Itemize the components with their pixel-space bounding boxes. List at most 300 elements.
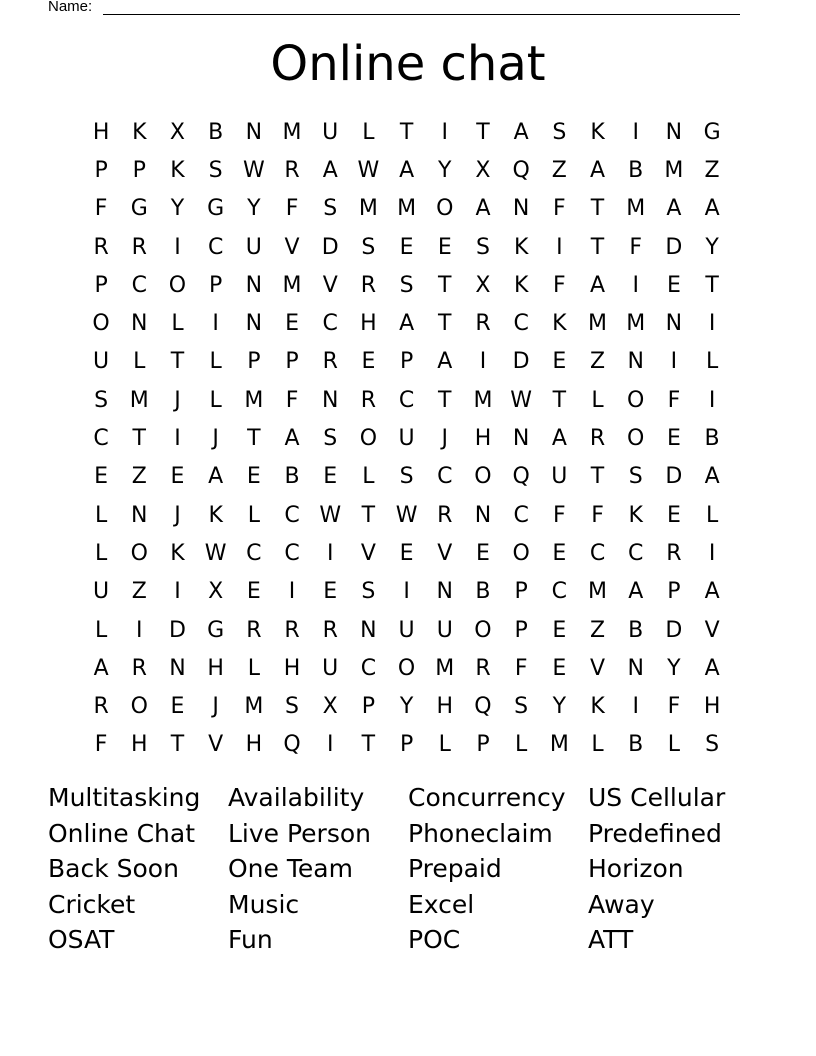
grid-letter: H (436, 694, 454, 720)
grid-letter: I (632, 119, 639, 145)
grid-letter: A (704, 655, 720, 681)
grid-letter: D (665, 617, 683, 643)
grid-letter: L (94, 540, 108, 566)
grid-letter: V (208, 732, 224, 758)
grid-letter: T (132, 426, 146, 452)
grid-letter: W (319, 502, 342, 528)
grid-letter: E (666, 426, 681, 452)
grid-letter: H (283, 655, 301, 681)
grid-letter: T (361, 502, 376, 528)
grid-letter: L (705, 349, 719, 375)
grid-letter: V (284, 234, 300, 260)
grid-letter: E (399, 540, 414, 566)
grid-letter: S (285, 694, 300, 720)
grid-letter: G (703, 119, 721, 145)
grid-letter: B (284, 464, 300, 490)
grid-letter: N (665, 311, 683, 337)
grid-letter: O (627, 426, 645, 452)
grid-letter: W (395, 502, 418, 528)
word-item: OSAT (48, 925, 115, 955)
grid-letter: H (207, 655, 224, 681)
grid-letter: M (129, 387, 149, 413)
grid-letter: Z (551, 157, 567, 183)
grid-letter: T (705, 272, 719, 298)
grid-letter: A (284, 426, 300, 452)
word-item: ATT (588, 925, 634, 955)
grid-letter: M (358, 196, 378, 222)
grid-letter: V (322, 272, 338, 298)
grid-letter: G (207, 196, 225, 222)
grid-letter: M (664, 157, 684, 183)
grid-letter: N (436, 579, 454, 605)
grid-letter: S (361, 234, 376, 260)
grid-letter: Y (552, 694, 567, 720)
grid-letter: C (628, 540, 644, 566)
grid-letter: D (168, 617, 186, 643)
grid-letter: E (246, 464, 261, 490)
grid-letter: E (437, 234, 452, 260)
grid-letter: V (590, 655, 606, 681)
word-item: Phoneclaim (408, 818, 553, 848)
grid-letter: I (174, 426, 181, 452)
grid-letter: F (94, 732, 108, 758)
grid-letter: W (242, 157, 265, 183)
grid-letter: I (708, 387, 716, 413)
grid-letter: U (245, 234, 262, 260)
grid-letter: C (551, 579, 568, 605)
grid-letter: O (397, 655, 416, 681)
grid-letter: E (476, 540, 490, 566)
grid-letter: I (136, 617, 143, 643)
grid-letter: M (435, 655, 455, 681)
grid-letter: E (399, 234, 414, 260)
grid-letter: N (169, 655, 186, 681)
grid-row (82, 496, 732, 534)
grid-letter: Z (131, 464, 147, 490)
name-label: Name: (48, 0, 93, 15)
grid-letter: R (131, 655, 147, 681)
grid-row (82, 113, 732, 151)
grid-letter: S (475, 234, 490, 260)
grid-letter: T (438, 311, 452, 337)
grid-letter: J (441, 426, 449, 452)
grid-letter: T (590, 464, 605, 490)
grid-letter: R (360, 387, 377, 413)
grid-letter: D (512, 349, 530, 375)
grid-letter: I (174, 579, 181, 605)
grid-letter: U (398, 426, 415, 452)
grid-letter: Y (438, 157, 452, 183)
grid-letter: E (552, 349, 567, 375)
grid-letter: K (590, 694, 605, 720)
grid-letter: X (475, 272, 491, 298)
word-item: Fun (228, 925, 273, 955)
word-item: Back Soon (48, 854, 179, 884)
grid-letter: K (132, 119, 147, 145)
grid-letter: A (475, 196, 491, 222)
grid-letter: H (474, 426, 492, 452)
grid-letter: R (284, 617, 300, 643)
grid-letter: J (212, 426, 219, 452)
grid-letter: T (361, 732, 376, 758)
grid-letter: P (247, 349, 261, 375)
grid-letter: P (132, 157, 146, 183)
grid-letter: Z (589, 349, 606, 375)
grid-letter: L (515, 732, 528, 758)
grid-letter: C (322, 311, 338, 337)
grid-letter: A (513, 119, 529, 145)
grid-letter: B (704, 426, 720, 452)
grid-letter: O (474, 464, 492, 490)
grid-letter: L (247, 655, 260, 681)
grid-letter: Y (667, 655, 681, 681)
grid-letter: S (514, 694, 529, 720)
grid-letter: L (438, 732, 451, 758)
grid-letter: E (666, 502, 681, 528)
grid-letter: D (665, 234, 683, 260)
grid-letter: H (360, 311, 377, 337)
grid-letter: P (514, 579, 528, 605)
grid-letter: S (361, 579, 376, 605)
grid-letter: P (94, 157, 108, 183)
grid-letter: R (589, 426, 606, 452)
grid-letter: E (170, 464, 185, 490)
grid-letter: U (551, 464, 568, 490)
grid-letter: T (476, 119, 490, 145)
grid-letter: R (360, 272, 377, 298)
grid-letter: E (361, 349, 376, 375)
grid-letter: T (438, 387, 452, 413)
grid-letter: E (666, 272, 681, 298)
grid-letter: Z (704, 157, 720, 183)
grid-letter: R (93, 694, 109, 720)
grid-letter: I (326, 540, 334, 566)
word-item: One Team (228, 854, 353, 884)
grid-letter: A (590, 272, 606, 298)
grid-letter: V (704, 617, 720, 643)
word-item: Multitasking (48, 783, 201, 812)
grid-letter: C (284, 540, 300, 566)
grid-letter: I (708, 311, 716, 337)
grid-letter: E (285, 311, 299, 337)
grid-letter: U (398, 617, 415, 643)
grid-letter: B (475, 579, 491, 605)
grid-letter: J (212, 694, 219, 720)
grid-letter: B (628, 617, 644, 643)
grid-letter: N (627, 655, 644, 681)
grid-letter: K (208, 502, 223, 528)
grid-letter: E (323, 464, 338, 490)
word-item: Prepaid (408, 854, 502, 884)
grid-letter: A (208, 464, 224, 490)
grid-letter: I (212, 311, 219, 337)
grid-letter: I (632, 694, 639, 720)
grid-letter: T (399, 119, 414, 145)
grid-row (82, 649, 732, 687)
grid-letter: S (399, 464, 414, 490)
grid-letter: Q (283, 732, 301, 758)
grid-letter: M (549, 732, 569, 758)
grid-letter: I (441, 119, 449, 145)
grid-letter: W (510, 387, 533, 413)
grid-letter: U (322, 655, 339, 681)
grid-letter: F (514, 655, 528, 681)
grid-letter: C (131, 272, 147, 298)
grid-row (82, 419, 732, 457)
grid-letter: N (321, 387, 339, 413)
grid-letter: Y (705, 234, 719, 260)
grid-letter: O (130, 540, 148, 566)
grid-letter: F (553, 272, 566, 298)
grid-letter: Q (512, 157, 530, 183)
grid-letter: L (94, 617, 108, 643)
grid-row (82, 190, 732, 228)
grid-letter: Z (589, 617, 606, 643)
grid-letter: M (626, 311, 646, 337)
letter-grid (82, 113, 732, 764)
grid-letter: K (628, 502, 643, 528)
grid-letter: O (92, 311, 110, 337)
word-item: Availability (228, 783, 365, 812)
grid-letter: F (285, 196, 299, 222)
grid-letter: S (208, 157, 223, 183)
grid-letter: A (704, 196, 720, 222)
grid-letter: E (552, 655, 567, 681)
grid-letter: T (590, 196, 605, 222)
grid-letter: L (591, 732, 604, 758)
grid-letter: I (403, 579, 410, 605)
grid-letter: H (703, 694, 721, 720)
grid-letter: K (590, 119, 605, 145)
grid-letter: I (708, 540, 716, 566)
grid-letter: S (628, 464, 643, 490)
grid-letter: T (170, 349, 185, 375)
grid-letter: C (437, 464, 453, 490)
grid-letter: O (130, 694, 148, 720)
grid-letter: Z (131, 579, 147, 605)
grid-row (82, 687, 732, 725)
page-title: Online chat (270, 36, 546, 92)
grid-letter: K (552, 311, 567, 337)
grid-row (82, 573, 732, 611)
grid-letter: U (436, 617, 453, 643)
name-field (48, 0, 92, 15)
grid-letter: R (475, 655, 491, 681)
grid-letter: I (326, 732, 334, 758)
grid-letter: A (93, 655, 109, 681)
grid-letter: V (437, 540, 453, 566)
grid-letter: C (246, 540, 262, 566)
grid-letter: T (247, 426, 261, 452)
grid-row (82, 611, 732, 649)
grid-letter: L (133, 349, 146, 375)
grid-letter: R (322, 349, 338, 375)
grid-letter: A (551, 426, 567, 452)
grid-letter: A (437, 349, 453, 375)
grid-letter: F (553, 502, 566, 528)
grid-letter: P (399, 732, 414, 758)
grid-letter: N (245, 311, 263, 337)
grid-letter: L (171, 311, 184, 337)
grid-letter: W (357, 157, 380, 183)
grid-letter: L (209, 387, 222, 413)
grid-letter: P (667, 579, 681, 605)
grid-letter: A (704, 464, 720, 490)
grid-letter: M (244, 694, 264, 720)
grid-row (82, 534, 732, 572)
grid-letter: F (667, 387, 681, 413)
grid-letter: O (436, 196, 454, 222)
grid-letter: S (399, 272, 414, 298)
grid-letter: U (322, 119, 339, 145)
grid-letter: C (207, 234, 224, 260)
grid-letter: X (169, 119, 185, 145)
grid-letter: P (476, 732, 490, 758)
grid-letter: L (591, 387, 604, 413)
grid-letter: I (479, 349, 487, 375)
grid-row (82, 304, 732, 342)
grid-letter: T (552, 387, 567, 413)
grid-row (82, 343, 732, 381)
grid-letter: A (322, 157, 338, 183)
grid-letter: F (553, 196, 566, 222)
grid-letter: E (170, 694, 185, 720)
grid-letter: A (628, 579, 644, 605)
grid-letter: M (626, 196, 646, 222)
grid-row (82, 458, 732, 496)
grid-letter: P (285, 349, 299, 375)
grid-letter: B (208, 119, 224, 145)
grid-letter: R (246, 617, 262, 643)
grid-letter: H (245, 732, 263, 758)
grid-letter: X (475, 157, 491, 183)
grid-letter: P (209, 272, 223, 298)
grid-letter: U (93, 579, 110, 605)
grid-letter: C (513, 311, 529, 337)
grid-letter: L (667, 732, 681, 758)
grid-letter: N (627, 349, 644, 375)
word-item: Concurrency (408, 783, 566, 812)
word-item: Online Chat (48, 818, 196, 848)
word-item: Live Person (228, 818, 372, 848)
grid-letter: C (513, 502, 529, 528)
grid-letter: L (247, 502, 260, 528)
grid-letter: C (93, 426, 109, 452)
grid-letter: L (362, 464, 375, 490)
grid-letter: P (94, 272, 108, 298)
grid-letter: U (93, 349, 110, 375)
grid-letter: S (323, 426, 338, 452)
grid-letter: O (474, 617, 492, 643)
grid-letter: V (360, 540, 376, 566)
word-item: Predefined (588, 818, 722, 848)
grid-letter: M (397, 196, 417, 222)
grid-letter: T (590, 234, 605, 260)
grid-letter: K (170, 540, 185, 566)
grid-letter: R (131, 234, 147, 260)
grid-letter: Y (170, 196, 185, 222)
grid-letter: N (665, 119, 683, 145)
grid-letter: C (360, 655, 377, 681)
word-item: Away (588, 889, 655, 919)
grid-letter: A (704, 579, 720, 605)
grid-letter: I (288, 579, 296, 605)
word-bank (48, 780, 768, 958)
grid-letter: E (323, 579, 338, 605)
grid-letter: N (360, 617, 377, 643)
grid-letter: E (552, 540, 567, 566)
grid-letter: F (629, 234, 643, 260)
grid-letter: W (204, 540, 227, 566)
grid-letter: M (588, 579, 608, 605)
grid-letter: N (245, 119, 263, 145)
grid-letter: E (94, 464, 109, 490)
grid-row (82, 228, 732, 266)
grid-letter: Y (247, 196, 261, 222)
grid-letter: S (94, 387, 109, 413)
grid-letter: A (399, 311, 415, 337)
word-item: POC (408, 925, 461, 955)
grid-letter: C (589, 540, 606, 566)
grid-letter: N (245, 272, 263, 298)
grid-letter: E (552, 617, 567, 643)
grid-letter: B (628, 732, 644, 758)
grid-letter: A (399, 157, 415, 183)
grid-letter: I (174, 234, 181, 260)
word-item: Excel (408, 889, 475, 919)
grid-row (82, 381, 732, 419)
grid-letter: N (512, 426, 530, 452)
grid-letter: A (590, 157, 606, 183)
grid-letter: P (361, 694, 376, 720)
grid-letter: M (282, 272, 302, 298)
grid-letter: L (209, 349, 222, 375)
grid-letter: B (628, 157, 644, 183)
grid-row (82, 266, 732, 304)
grid-letter: F (94, 196, 108, 222)
grid-letter: R (666, 540, 682, 566)
grid-letter: O (359, 426, 378, 452)
grid-letter: S (323, 196, 338, 222)
word-item: Music (228, 889, 300, 919)
grid-letter: Y (399, 694, 414, 720)
grid-letter: F (667, 694, 681, 720)
word-item: Cricket (48, 889, 136, 919)
grid-letter: N (512, 196, 530, 222)
grid-letter: K (170, 157, 185, 183)
grid-letter: T (170, 732, 185, 758)
word-item: Horizon (588, 854, 684, 884)
grid-letter: P (399, 349, 414, 375)
grid-letter: E (246, 579, 261, 605)
grid-letter: R (284, 157, 300, 183)
grid-letter: R (322, 617, 338, 643)
grid-letter: G (130, 196, 148, 222)
grid-letter: H (131, 732, 148, 758)
grid-letter: G (207, 617, 225, 643)
grid-row (82, 726, 732, 764)
grid-letter: K (513, 272, 529, 298)
grid-letter: O (627, 387, 645, 413)
grid-row (82, 151, 732, 189)
grid-letter: N (131, 502, 148, 528)
grid-letter: I (670, 349, 678, 375)
grid-letter: R (437, 502, 453, 528)
grid-letter: M (473, 387, 493, 413)
grid-letter: D (321, 234, 339, 260)
grid-letter: L (94, 502, 108, 528)
grid-letter: A (666, 196, 682, 222)
